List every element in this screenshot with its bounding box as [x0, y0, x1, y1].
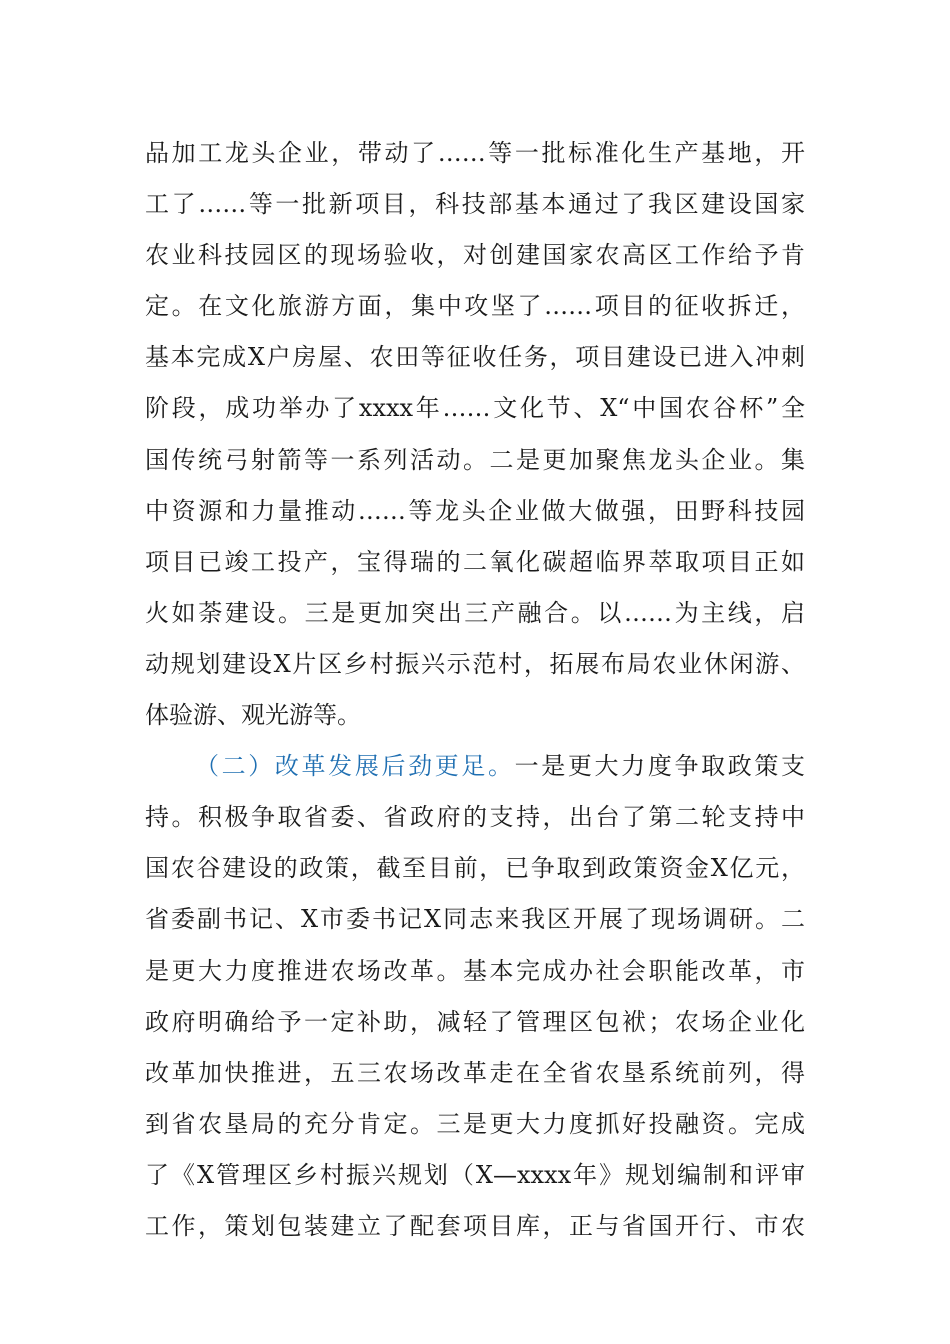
paragraph-1 — [145, 128, 805, 741]
text-line: 国农谷建设的政策，截至目前，已争取到政策资金X亿元， — [145, 854, 805, 883]
section-heading: （二）改革发展后劲更足。 — [195, 752, 515, 781]
paragraph-2 — [145, 741, 805, 1252]
text-line: 国传统弓射箭等一系列活动。二是更加聚焦龙头企业。集 — [145, 445, 805, 474]
text-line: 工了……等一批新项目，科技部基本通过了我区建设国家 — [145, 190, 805, 219]
text-line: 中资源和力量推动……等龙头企业做大做强，田野科技园 — [145, 496, 805, 525]
text-line: 基本完成X户房屋、农田等征收任务，项目建设已进入冲刺 — [145, 343, 805, 372]
text-line: 是更大力度推进农场改革。基本完成办社会职能改革，市 — [145, 956, 805, 985]
text-line: 持。积极争取省委、省政府的支持，出台了第二轮支持中 — [145, 803, 805, 832]
text-line: 阶段，成功举办了xxxx年……文化节、X“中国农谷杯”全 — [145, 394, 805, 423]
text-line: 火如荼建设。三是更加突出三产融合。以……为主线，启 — [145, 598, 805, 627]
text-line: 项目已竣工投产，宝得瑞的二氧化碳超临界萃取项目正如 — [145, 547, 805, 576]
document-body — [145, 128, 805, 1252]
text-line: 到省农垦局的充分肯定。三是更大力度抓好投融资。完成 — [145, 1109, 805, 1138]
text-line: 定。在文化旅游方面，集中攻坚了……项目的征收拆迁， — [145, 292, 805, 321]
text-line: 省委副书记、X市委书记X同志来我区开展了现场调研。二 — [145, 905, 805, 934]
text-line: 品加工龙头企业，带动了……等一批标准化生产基地，开 — [145, 139, 805, 167]
heading-continuation: 一是更大力度争取政策支 — [514, 752, 805, 781]
text-line: 农业科技园区的现场验收，对创建国家农高区工作给予肯 — [145, 241, 805, 270]
text-line: 了《X管理区乡村振兴规划（X—xxxx年》规划编制和评审 — [145, 1160, 805, 1189]
text-line: 动规划建设X片区乡村振兴示范村，拓展布局农业休闲游、 — [145, 649, 805, 678]
text-line: 体验游、观光游等。 — [145, 701, 361, 730]
text-line: 改革加快推进，五三农场改革走在全省农垦系统前列，得 — [145, 1058, 805, 1087]
text-line — [145, 741, 805, 792]
text-line: 政府明确给予一定补助，减轻了管理区包袱；农场企业化 — [145, 1007, 805, 1036]
text-line: 工作，策划包装建立了配套项目库，正与省国开行、市农 — [145, 1211, 805, 1240]
